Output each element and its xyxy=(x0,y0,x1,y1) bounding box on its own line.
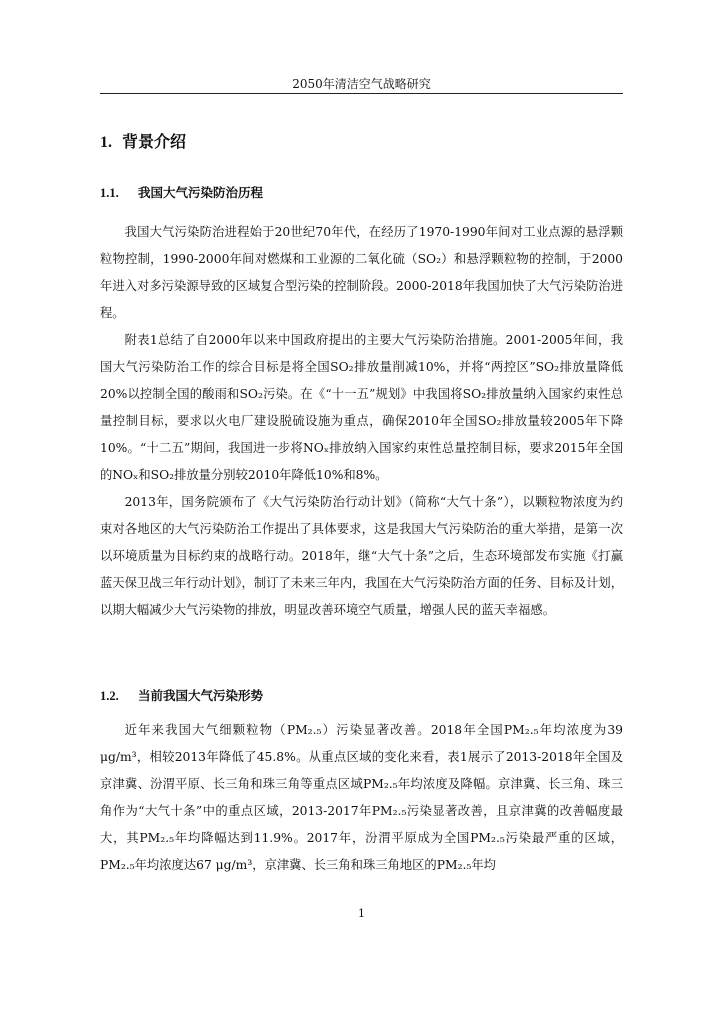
section-heading xyxy=(100,131,186,154)
subsection-2-body xyxy=(100,717,623,879)
subsection-title: 当前我国大气污染形势 xyxy=(138,688,264,703)
subsection-heading-2 xyxy=(100,687,263,705)
subsection-1-body xyxy=(100,219,623,624)
subsection-title: 我国大气污染防治历程 xyxy=(138,185,264,200)
running-header: 2050年清洁空气战略研究 xyxy=(292,77,431,91)
paragraph: 附表1总结了自2000年以来中国政府提出的主要大气污染防治措施。2001-2005年间，我国大气污染防治工作的综合目标是将全国SO₂排放量削减10%，并将“两控区”SO₂排放量降低20%以控制全国的酸雨和SO₂污染。在《“十一五”规划》中我国将SO₂排放量纳入国家约束性总量控制目标，要求以火电厂建设脱硫设施为重点，确保2010年全国SO₂排放量较2005年下降10%。“十二五”期间，我国进一步将NOₓ排放纳入国家约束性总量控制目标，要求2015年全国的NOₓ和SO₂排放量分别较2010年降低10%和8%。 xyxy=(100,333,623,482)
paragraph: 我国大气污染防治进程始于20世纪70年代，在经历了1970-1990年间对工业点源的悬浮颗粒物控制，1990-2000年间对燃煤和工业源的二氧化硫（SO₂）和悬浮颗粒物的控制，于2000年进入对多污染源导致的区域复合型污染的控制阶段。2000-2018年我国加快了大气污染防治进程。 xyxy=(100,225,623,320)
paragraph: 2013年，国务院颁布了《大气污染防治行动计划》（简称“大气十条”），以颗粒物浓度为约束对各地区的大气污染防治工作提出了具体要求，这是我国大气污染防治的重大举措，是第一次以环境质量为目标约束的战略行动。2018年，继“大气十条”之后，生态环境部发布实施《打赢蓝天保卫战三年行动计划》，制订了未来三年内，我国在大气污染防治方面的任务、目标及计划，以期大幅减少大气污染物的排放，明显改善环境空气质量，增强人民的蓝天幸福感。 xyxy=(100,495,623,617)
header-rule xyxy=(100,93,623,94)
subsection-number: 1.1. xyxy=(100,186,119,200)
subsection-number: 1.2. xyxy=(100,689,119,703)
subsection-heading-1 xyxy=(100,184,263,202)
section-number: 1. xyxy=(100,134,112,151)
section-title: 背景介绍 xyxy=(122,132,187,151)
page-number: 1 xyxy=(358,907,365,920)
paragraph: 近年来我国大气细颗粒物（PM₂.₅）污染显著改善。2018年全国PM₂.₅年均浓度为39 μg/m³，相较2013年降低了45.8%。从重点区域的变化来看，表1展示了2013-2018年全国及京津冀、汾渭平原、长三角和珠三角等重点区域PM₂.₅年均浓度及降幅。京津冀、长三角、珠三角作为“大气十条”中的重点区域，2013-2017年PM₂.₅污染显著改善，且京津冀的改善幅度最大，其PM₂.₅年均降幅达到11.9%。2017年，汾渭平原成为全国PM₂.₅污染最严重的区域，PM₂.₅年均浓度达67 μg/m³，京津冀、长三角和珠三角地区的PM₂.₅年均 xyxy=(100,723,623,872)
